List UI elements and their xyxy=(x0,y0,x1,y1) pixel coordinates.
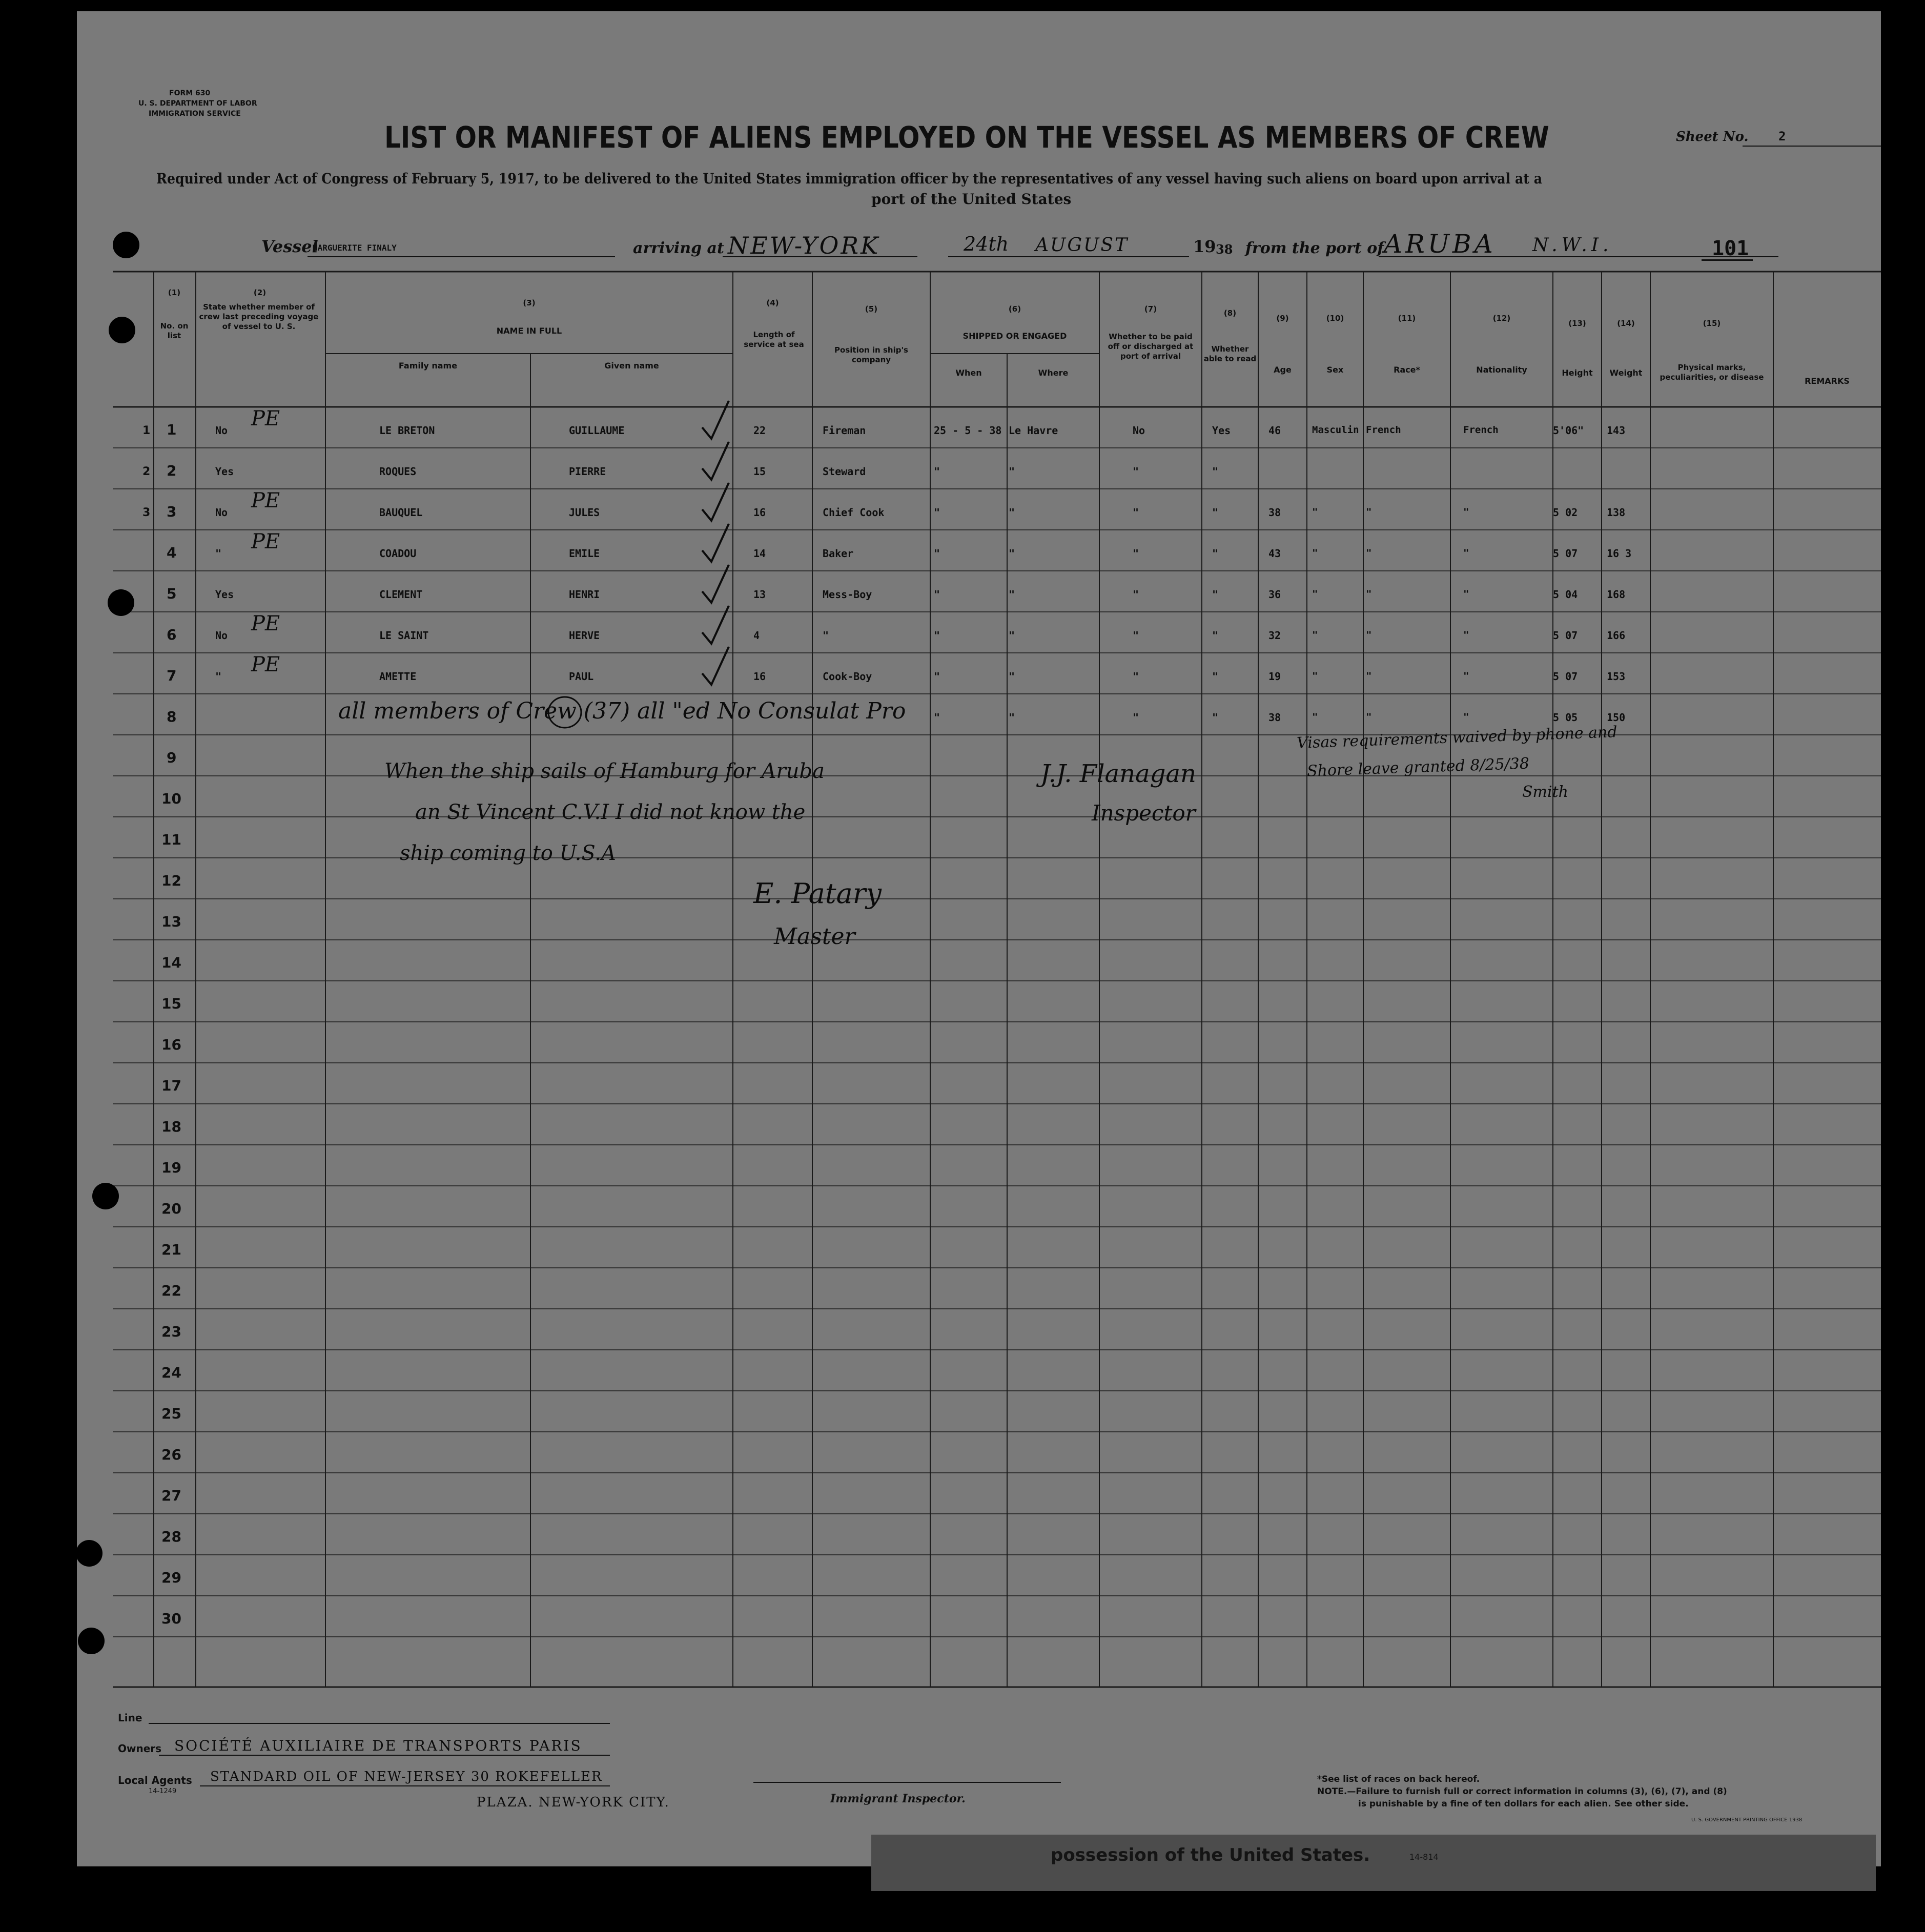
col-10-header: Sex xyxy=(1326,365,1344,375)
form-code: 14-1249 xyxy=(149,1787,177,1795)
col-14-number: (14) xyxy=(1617,319,1635,328)
crew-age: 43 xyxy=(1268,547,1281,560)
row-number: 6 xyxy=(167,626,177,643)
note-line-2: is punishable by a fine of ten dollars for each alien. See other side. xyxy=(1358,1799,1689,1809)
subtitle-line-1: Required under Act of Congress of February 5, 1917, to be delivered to the United States immigration officer by the representatives of any vessel having such aliens on board upon arrival at a xyxy=(156,170,1543,187)
crew-height: 5'06" xyxy=(1553,424,1584,437)
binder-hole xyxy=(78,1628,105,1654)
crew-family-name: ROQUES xyxy=(379,465,417,478)
arrival-day: 24th xyxy=(964,233,1009,255)
inspector-rule xyxy=(753,1782,1061,1783)
col-2-header: State whether member of crew last preceding voyage of vessel to U. S. xyxy=(199,302,319,331)
crew-given-name: EMILE xyxy=(569,547,600,560)
crew-age: 36 xyxy=(1268,588,1281,601)
crew-service-length: 13 xyxy=(753,588,766,601)
sheet-number: 2 xyxy=(1778,129,1786,143)
crew-height: 5 02 xyxy=(1553,506,1578,519)
inspector-signature: J.J. Flanagan xyxy=(1040,759,1196,788)
crew-prev-voyage: No xyxy=(215,506,228,519)
crew-prev-voyage: Yes xyxy=(215,465,234,478)
crew-shipped-when: " xyxy=(934,588,940,601)
crew-shipped-when: " xyxy=(934,547,940,560)
crew-sex: " xyxy=(1312,629,1318,641)
crew-height: 5 05 xyxy=(1553,711,1578,724)
row-number: 17 xyxy=(161,1077,181,1094)
row-number: 28 xyxy=(161,1528,181,1545)
col-14-header: Weight xyxy=(1609,368,1643,378)
crew-sex: " xyxy=(1312,588,1318,600)
col-6b-header: Where xyxy=(1038,368,1069,378)
crew-shipped-when: " xyxy=(934,465,940,478)
row-number: 5 xyxy=(167,585,177,602)
underlying-page-code: 14-814 xyxy=(1409,1852,1439,1862)
col-8-header: Whether able to read xyxy=(1203,344,1257,363)
row-number: 9 xyxy=(167,749,177,766)
row-number: 19 xyxy=(161,1159,181,1176)
col-10-number: (10) xyxy=(1326,314,1344,323)
crew-service-length: 16 xyxy=(753,670,766,683)
crew-height: 5 07 xyxy=(1553,547,1578,560)
crew-given-name: JULES xyxy=(569,506,600,519)
crew-weight: 143 xyxy=(1607,424,1626,437)
col-4-header: Length of service at sea xyxy=(744,330,804,349)
crew-paid-off: " xyxy=(1133,629,1139,642)
crew-weight: 168 xyxy=(1607,588,1626,601)
crew-given-name: PIERRE xyxy=(569,465,606,478)
crew-race: " xyxy=(1366,547,1372,559)
crew-able-read: " xyxy=(1212,629,1219,642)
col-7-header: Whether to be paid off or discharged at port of arrival xyxy=(1108,332,1194,361)
pe-mark: PE xyxy=(251,407,280,430)
crew-service-length: 22 xyxy=(753,424,766,437)
crew-prev-voyage: No xyxy=(215,424,228,437)
crew-family-name: BAUQUEL xyxy=(379,506,423,519)
note-races: *See list of races on back hereof. xyxy=(1317,1774,1480,1784)
row-number: 11 xyxy=(161,831,181,848)
crew-able-read: Yes xyxy=(1212,424,1231,437)
master-signature: E. Patary xyxy=(753,877,882,910)
col-7-number: (7) xyxy=(1144,304,1157,314)
visa-initials: Smith xyxy=(1522,783,1568,801)
row-number: 14 xyxy=(161,954,181,971)
row-number: 24 xyxy=(161,1364,181,1381)
crew-service-length: 4 xyxy=(753,629,760,642)
crew-paid-off: " xyxy=(1133,711,1139,724)
master-title: Master xyxy=(774,923,855,950)
crew-position: Cook-Boy xyxy=(823,670,872,683)
form-service: IMMIGRATION SERVICE xyxy=(149,110,241,118)
crew-nationality: " xyxy=(1463,711,1469,723)
crew-shipped-where: " xyxy=(1009,547,1015,560)
annotation-line-4: ship coming to U.S.A xyxy=(400,841,616,865)
crew-weight: 153 xyxy=(1607,670,1626,683)
row-number: 7 xyxy=(167,667,177,684)
crew-given-name: HENRI xyxy=(569,588,600,601)
crew-shipped-where: " xyxy=(1009,711,1015,724)
crew-weight: 150 xyxy=(1607,711,1626,724)
arriving-label: arriving at xyxy=(633,239,724,257)
from-region: N.W.I. xyxy=(1532,235,1613,256)
check-mark xyxy=(702,483,729,521)
crew-shipped-when: " xyxy=(934,506,940,519)
col-12-number: (12) xyxy=(1492,314,1511,323)
col-6-number: (6) xyxy=(1008,304,1021,314)
check-mark xyxy=(702,442,729,480)
check-mark xyxy=(702,606,729,644)
col-15-header: Physical marks, peculiarities, or disease xyxy=(1660,363,1764,382)
row-number: 3 xyxy=(167,503,177,520)
row-number: 23 xyxy=(161,1323,181,1340)
agents-value-2: PLAZA. NEW-YORK CITY. xyxy=(477,1795,670,1810)
crew-paid-off: " xyxy=(1133,465,1139,478)
owners-rule xyxy=(159,1755,610,1756)
crew-paid-off: No xyxy=(1133,424,1145,437)
col-11-header: Race* xyxy=(1394,365,1420,375)
visa-note-2: Shore leave granted 8/25/38 xyxy=(1306,754,1530,780)
crew-nationality: " xyxy=(1463,506,1469,518)
binder-hole xyxy=(76,1540,103,1567)
pe-mark: PE xyxy=(251,530,280,553)
col-12-header: Nationality xyxy=(1476,365,1527,375)
crew-shipped-when: " xyxy=(934,670,940,683)
annotation-line-3: an St Vincent C.V.I I did not know the xyxy=(415,800,806,824)
crew-given-name: HERVE xyxy=(569,629,600,642)
check-mark xyxy=(702,647,729,685)
crew-race: French xyxy=(1366,424,1401,436)
line-label: Line xyxy=(118,1712,142,1724)
crew-shipped-where: " xyxy=(1009,465,1015,478)
row-number: 12 xyxy=(161,872,181,889)
line-rule xyxy=(149,1723,610,1724)
binder-hole xyxy=(92,1183,119,1209)
arrival-month: AUGUST xyxy=(1035,235,1129,256)
from-port: ARUBA xyxy=(1384,229,1496,259)
crew-sex: Masculin xyxy=(1312,424,1359,436)
underlying-page-strip xyxy=(871,1835,1876,1891)
col-3-header: NAME IN FULL xyxy=(496,326,562,336)
crew-age: 46 xyxy=(1268,424,1281,437)
crew-age: 38 xyxy=(1268,711,1281,724)
crew-shipped-where: Le Havre xyxy=(1009,424,1058,437)
agents-rule xyxy=(200,1785,610,1786)
pe-mark: PE xyxy=(251,489,280,512)
row-number: 2 xyxy=(167,462,177,479)
crew-height: 5 07 xyxy=(1553,670,1578,683)
list-number-stamp: 1 xyxy=(142,424,151,437)
col-2-number: (2) xyxy=(253,288,267,297)
crew-able-read: " xyxy=(1212,547,1219,560)
form-number: FORM 630 xyxy=(169,89,211,97)
crew-paid-off: " xyxy=(1133,670,1139,683)
list-number-stamp: 2 xyxy=(142,465,151,478)
crew-race: " xyxy=(1366,670,1372,682)
crew-sex: " xyxy=(1312,547,1318,559)
binder-hole xyxy=(113,232,139,258)
crew-shipped-when: 25 - 5 - 38 xyxy=(934,424,1002,437)
owners-label: Owners xyxy=(118,1742,162,1755)
col-9-number: (9) xyxy=(1276,314,1289,323)
col-3a-header: Family name xyxy=(398,361,458,371)
crew-nationality: " xyxy=(1463,547,1469,559)
col-1-number: (1) xyxy=(168,288,181,297)
underlying-page-text: possession of the United States. xyxy=(1051,1845,1370,1865)
crew-family-name: CLEMENT xyxy=(379,588,423,601)
crew-prev-voyage: Yes xyxy=(215,588,234,601)
crew-position: Mess-Boy xyxy=(823,588,872,601)
from-port-label: from the port of xyxy=(1245,239,1384,257)
crew-given-name: GUILLAUME xyxy=(569,424,625,437)
col-13-header: Height xyxy=(1562,368,1593,378)
row-number: 13 xyxy=(161,913,181,930)
crew-able-read: " xyxy=(1212,588,1219,601)
row-number: 15 xyxy=(161,995,181,1012)
crew-family-name: COADOU xyxy=(379,547,417,560)
pe-mark: PE xyxy=(251,612,280,635)
crew-prev-voyage: No xyxy=(215,629,228,642)
row-number: 18 xyxy=(161,1118,181,1135)
agents-label: Local Agents xyxy=(118,1774,192,1786)
crew-weight: 16 3 xyxy=(1607,547,1632,560)
row-number: 26 xyxy=(161,1446,181,1463)
crew-shipped-where: " xyxy=(1009,629,1015,642)
crew-height: 5 04 xyxy=(1553,588,1578,601)
inspector-caption: Immigrant Inspector. xyxy=(830,1792,966,1805)
check-mark xyxy=(702,401,729,439)
col-16-header: REMARKS xyxy=(1805,376,1850,386)
col-5-number: (5) xyxy=(865,304,878,314)
row-number: 30 xyxy=(161,1610,181,1627)
arrival-year-prefix: 19 xyxy=(1193,237,1216,256)
printing-office: U. S. GOVERNMENT PRINTING OFFICE 1938 xyxy=(1691,1817,1803,1823)
crew-shipped-when: " xyxy=(934,711,940,724)
crew-sex: " xyxy=(1312,670,1318,682)
crew-position: Chief Cook xyxy=(823,506,885,519)
row-number: 1 xyxy=(167,421,177,438)
crew-given-name: PAUL xyxy=(569,670,594,683)
col-6a-header: When xyxy=(955,368,982,378)
row-number: 16 xyxy=(161,1036,181,1053)
sheet-number-label: Sheet No. xyxy=(1676,129,1749,145)
crew-paid-off: " xyxy=(1133,547,1139,560)
binder-hole xyxy=(109,317,135,343)
row-number: 25 xyxy=(161,1405,181,1422)
col-11-number: (11) xyxy=(1398,314,1416,323)
crew-nationality: " xyxy=(1463,629,1469,641)
crew-nationality: " xyxy=(1463,588,1469,600)
col-15-number: (15) xyxy=(1703,319,1721,328)
owners-value: SOCIÉTÉ AUXILIAIRE DE TRANSPORTS PARIS xyxy=(174,1737,582,1754)
row-number: 20 xyxy=(161,1200,181,1217)
binder-hole xyxy=(108,589,134,616)
col-5-header: Position in ship's company xyxy=(834,345,908,364)
annotation-line-1: all members of Crew (37) all "ed No Consulat Pro xyxy=(338,698,906,724)
row-number: 4 xyxy=(167,544,177,561)
arriving-port: NEW-YORK xyxy=(728,232,880,259)
row-number: 10 xyxy=(161,790,181,807)
crew-age: 19 xyxy=(1268,670,1281,683)
crew-prev-voyage: " xyxy=(215,547,222,560)
inspector-title: Inspector xyxy=(1092,800,1196,826)
page-title: LIST OR MANIFEST OF ALIENS EMPLOYED ON THE VESSEL AS MEMBERS OF CREW xyxy=(384,120,1549,155)
col-1-header: No. on list xyxy=(160,321,189,340)
annotation-line-2: When the ship sails of Hamburg for Aruba xyxy=(384,759,825,783)
col-3-number: (3) xyxy=(523,298,536,307)
subtitle-line-2: port of the United States xyxy=(871,191,1072,208)
crew-height: 5 07 xyxy=(1553,629,1578,642)
col-3b-header: Given name xyxy=(604,361,659,371)
crew-race: " xyxy=(1366,588,1372,600)
crew-family-name: AMETTE xyxy=(379,670,417,683)
col-9-header: Age xyxy=(1274,365,1292,375)
crew-weight: 138 xyxy=(1607,506,1626,519)
crew-position: Fireman xyxy=(823,424,866,437)
crew-family-name: LE SAINT xyxy=(379,629,429,642)
crew-able-read: " xyxy=(1212,465,1219,478)
agents-value-1: STANDARD OIL OF NEW-JERSEY 30 ROKEFELLER xyxy=(210,1769,603,1784)
crew-race: " xyxy=(1366,711,1372,723)
row-number: 27 xyxy=(161,1487,181,1504)
arrival-year-suffix: 38 xyxy=(1216,242,1233,257)
crew-able-read: " xyxy=(1212,670,1219,683)
vessel-label: Vessel xyxy=(261,237,318,256)
crew-nationality: " xyxy=(1463,670,1469,682)
form-department: U. S. DEPARTMENT OF LABOR xyxy=(138,99,257,108)
crew-race: " xyxy=(1366,629,1372,641)
crew-weight: 166 xyxy=(1607,629,1626,642)
pe-mark: PE xyxy=(251,653,280,676)
crew-position: Steward xyxy=(823,465,866,478)
crew-sex: " xyxy=(1312,711,1318,723)
check-mark xyxy=(702,524,729,562)
crew-nationality: French xyxy=(1463,424,1499,436)
crew-shipped-where: " xyxy=(1009,506,1015,519)
crew-able-read: " xyxy=(1212,506,1219,519)
row-number: 29 xyxy=(161,1569,181,1586)
visa-note-1: Visas requirements waived by phone and xyxy=(1296,723,1618,752)
crew-shipped-when: " xyxy=(934,629,940,642)
row-number: 8 xyxy=(167,708,177,725)
crew-shipped-where: " xyxy=(1009,670,1015,683)
manifest-sheet xyxy=(77,11,1881,1866)
crew-race: " xyxy=(1366,506,1372,518)
crew-age: 32 xyxy=(1268,629,1281,642)
crew-sex: " xyxy=(1312,506,1318,518)
crew-age: 38 xyxy=(1268,506,1281,519)
col-6-header: SHIPPED OR ENGAGED xyxy=(962,331,1067,341)
crew-position: " xyxy=(823,629,829,642)
list-number: 101 xyxy=(1712,237,1749,260)
col-4-number: (4) xyxy=(766,298,779,307)
crew-service-length: 16 xyxy=(753,506,766,519)
list-number-stamp: 3 xyxy=(142,506,151,519)
row-number: 22 xyxy=(161,1282,181,1299)
col-13-number: (13) xyxy=(1568,319,1586,328)
crew-shipped-where: " xyxy=(1009,588,1015,601)
crew-able-read: " xyxy=(1212,711,1219,724)
crew-service-length: 15 xyxy=(753,465,766,478)
crew-position: Baker xyxy=(823,547,854,560)
note-line-1: NOTE.—Failure to furnish full or correct information in columns (3), (6), (7), and (8) xyxy=(1317,1786,1727,1797)
check-mark xyxy=(702,565,729,603)
row-number: 21 xyxy=(161,1241,181,1258)
col-8-number: (8) xyxy=(1223,309,1237,318)
vessel-name: MARGUERITE FINALY xyxy=(313,243,397,253)
crew-family-name: LE BRETON xyxy=(379,424,435,437)
crew-service-length: 14 xyxy=(753,547,766,560)
crew-prev-voyage: " xyxy=(215,670,222,683)
crew-paid-off: " xyxy=(1133,506,1139,519)
crew-paid-off: " xyxy=(1133,588,1139,601)
check-marks xyxy=(77,11,1881,1866)
